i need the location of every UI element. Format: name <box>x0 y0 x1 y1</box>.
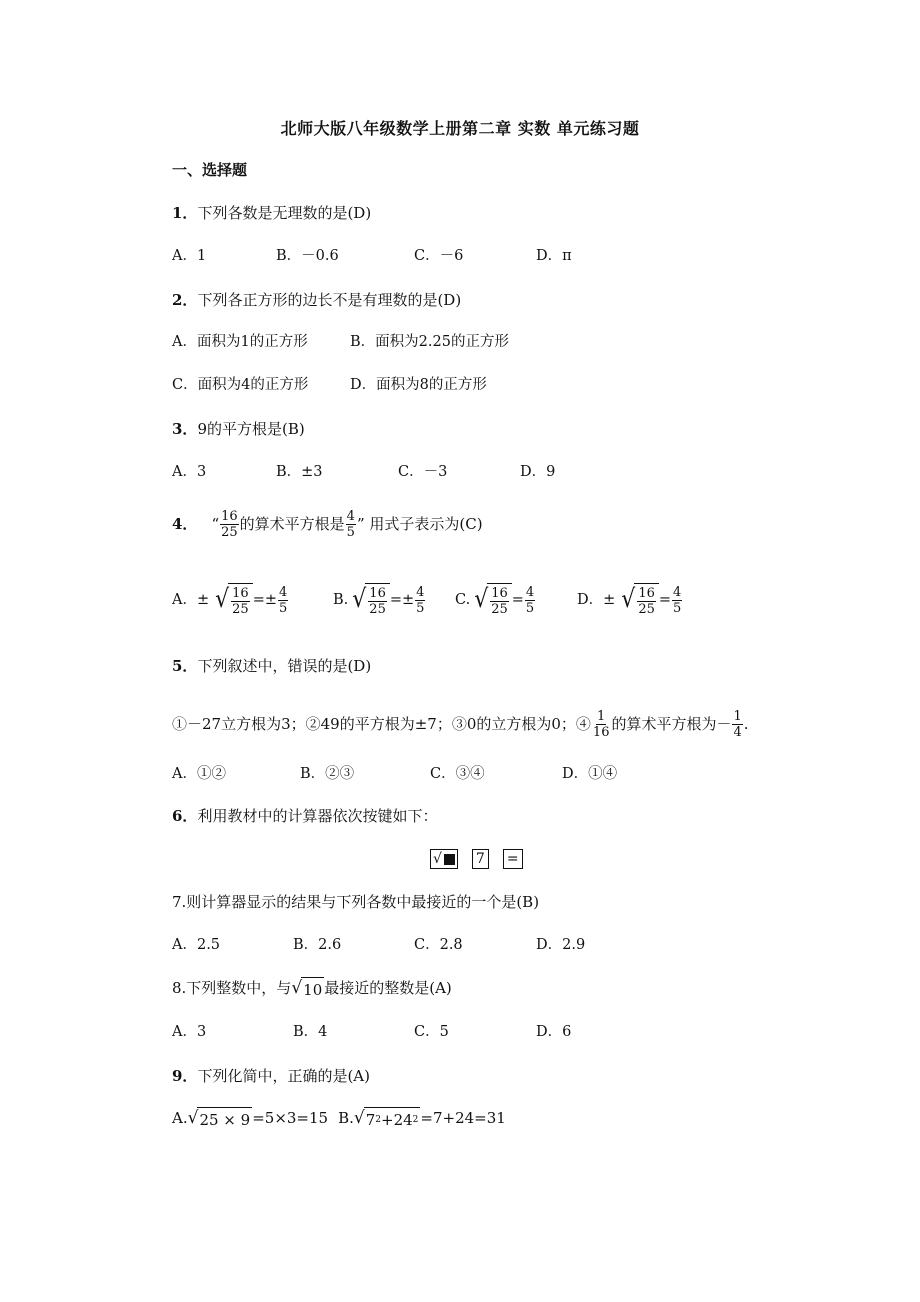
option-a-result: =5×3=15 <box>252 1109 329 1127</box>
option-label: C. <box>455 592 471 608</box>
question-9-options <box>172 1104 506 1132</box>
option-b-label: B. <box>338 1109 354 1127</box>
square-root <box>352 583 390 617</box>
equals-key: = <box>503 849 523 869</box>
fraction: $\frac{4}{5}$ <box>525 584 535 616</box>
question-text: 最接近的整数是(A) <box>324 979 452 997</box>
radical-sign-icon: √ <box>215 585 230 614</box>
radical-sign-icon: √ <box>474 585 489 614</box>
square-root <box>474 583 512 617</box>
question-text: 下列各数是无理数的是(D) <box>197 204 372 222</box>
question-number: 2． <box>172 291 198 309</box>
denominator: 5 <box>346 524 355 540</box>
question-5 <box>172 656 371 676</box>
section-heading: 一、选择题 <box>172 161 248 179</box>
period: . <box>743 715 749 733</box>
option-c: C．－3 <box>398 464 448 480</box>
fraction: $\frac{4}{5}$ <box>279 584 288 616</box>
equals-sign: = <box>658 592 672 608</box>
question-text: 利用教材中的计算器依次按键如下： <box>197 807 438 825</box>
statement-text: ①－27立方根为3；②49的平方根为±7；③0的立方根为0；④ <box>172 715 591 733</box>
question-text: 下列各正方形的边长不是有理数的是(D) <box>197 291 462 309</box>
square-root: √ 7 2 +24 2 <box>353 1107 419 1129</box>
square-root: √ 25 × 9 <box>187 1107 251 1129</box>
option-b: B．4 <box>293 1024 328 1040</box>
question-number: 9． <box>172 1067 198 1085</box>
option-d: D．9 <box>520 464 556 480</box>
question-number: 4． <box>172 515 198 533</box>
equals-sign: =± <box>252 592 278 608</box>
question-2 <box>172 290 461 310</box>
option-d: D．①④ <box>562 766 618 782</box>
denominator: 25 <box>221 524 238 540</box>
question-1 <box>172 203 371 223</box>
fraction: $\frac{16}{25}$ <box>491 586 508 617</box>
option-c: C．2.8 <box>414 937 463 953</box>
option-d: D．2.9 <box>536 937 586 953</box>
square-root <box>621 583 659 617</box>
option-a: A．3 <box>172 1024 207 1040</box>
radical-sign-icon: √ <box>621 585 636 614</box>
question-text: 的算术平方根是 <box>239 515 345 533</box>
question-6 <box>172 806 437 826</box>
option-c <box>455 576 536 624</box>
option-label: D．± <box>577 592 616 608</box>
square-root: √ 10 <box>291 977 323 999</box>
open-quote: “ <box>211 515 220 533</box>
radical-sign-icon: √ <box>353 1107 365 1128</box>
equals-sign: =± <box>389 592 415 608</box>
question-text: ” 用式子表示为(C) <box>356 515 483 533</box>
fraction: $\frac{1}{4}$ <box>733 708 742 740</box>
option-c: C．－6 <box>414 248 464 264</box>
radical-sign-icon: √ <box>352 585 367 614</box>
placeholder-square-icon <box>444 854 455 865</box>
fraction: $\frac{4}{5}$ <box>416 584 425 616</box>
question-text: 9的平方根是(B) <box>197 420 305 438</box>
question-number: 1． <box>172 204 198 222</box>
option-c: C．面积为4的正方形 <box>172 377 309 393</box>
question-text: 下列化简中，正确的是(A) <box>197 1067 370 1085</box>
option-label: A．± <box>172 592 210 608</box>
question-number: 6． <box>172 807 198 825</box>
option-a <box>172 576 289 624</box>
question-text: 下列叙述中，错误的是(D) <box>197 657 372 675</box>
numerator: 16 <box>221 508 238 524</box>
option-c: C．③④ <box>430 766 485 782</box>
question-8 <box>172 975 452 1001</box>
option-b: B．－0.6 <box>276 248 339 264</box>
calculator-key-sequence <box>430 849 530 869</box>
question-3 <box>172 419 305 439</box>
question-number: 3． <box>172 420 198 438</box>
option-b: B．②③ <box>300 766 355 782</box>
question-4 <box>172 504 483 544</box>
fraction <box>346 509 356 540</box>
option-a: A．2.5 <box>172 937 221 953</box>
option-d: D．π <box>536 248 572 264</box>
option-a: A．面积为1的正方形 <box>172 334 308 350</box>
option-label: B. <box>333 592 349 608</box>
fraction: $\frac{4}{5}$ <box>673 584 682 616</box>
option-a: A．3 <box>172 464 207 480</box>
option-d: D．6 <box>536 1024 572 1040</box>
radical-sign-icon: √ <box>187 1107 199 1128</box>
numerator: 4 <box>346 508 355 524</box>
fraction <box>220 509 239 540</box>
option-a: A．①② <box>172 766 226 782</box>
fraction: $\frac{1}{16}$ <box>592 708 610 740</box>
statement-list <box>172 704 749 744</box>
question-9 <box>172 1066 370 1086</box>
option-a: A．1 <box>172 248 207 264</box>
fraction: $\frac{16}{25}$ <box>369 586 386 617</box>
fraction: $\frac{16}{25}$ <box>232 586 249 617</box>
page-title: 北师大版八年级数学上册第二章 实数 单元练习题 <box>280 119 640 138</box>
square-root <box>215 583 253 617</box>
question-number: 5． <box>172 657 198 675</box>
fraction: $\frac{16}{25}$ <box>638 586 655 617</box>
question-7: 7.则计算器显示的结果与下列各数中最接近的一个是(B) <box>172 893 540 911</box>
option-b: B．±3 <box>276 464 323 480</box>
option-b: B．2.6 <box>293 937 342 953</box>
option-d: D．面积为8的正方形 <box>350 377 487 393</box>
option-d <box>577 576 683 624</box>
statement-text: 的算术平方根为－ <box>611 715 732 733</box>
digit-key: 7 <box>472 849 489 869</box>
option-c: C．5 <box>414 1024 449 1040</box>
radical-sign-icon: √ <box>291 977 303 998</box>
radical-sign-icon: √ <box>433 851 442 867</box>
equals-sign: = <box>511 592 524 608</box>
option-a-label: A. <box>172 1109 188 1127</box>
option-b <box>333 576 426 624</box>
option-b: B．面积为2.25的正方形 <box>350 334 509 350</box>
question-text: 8.下列整数中，与 <box>172 979 292 997</box>
option-b-result: =7+24=31 <box>420 1109 506 1127</box>
sqrt-key <box>430 849 458 869</box>
